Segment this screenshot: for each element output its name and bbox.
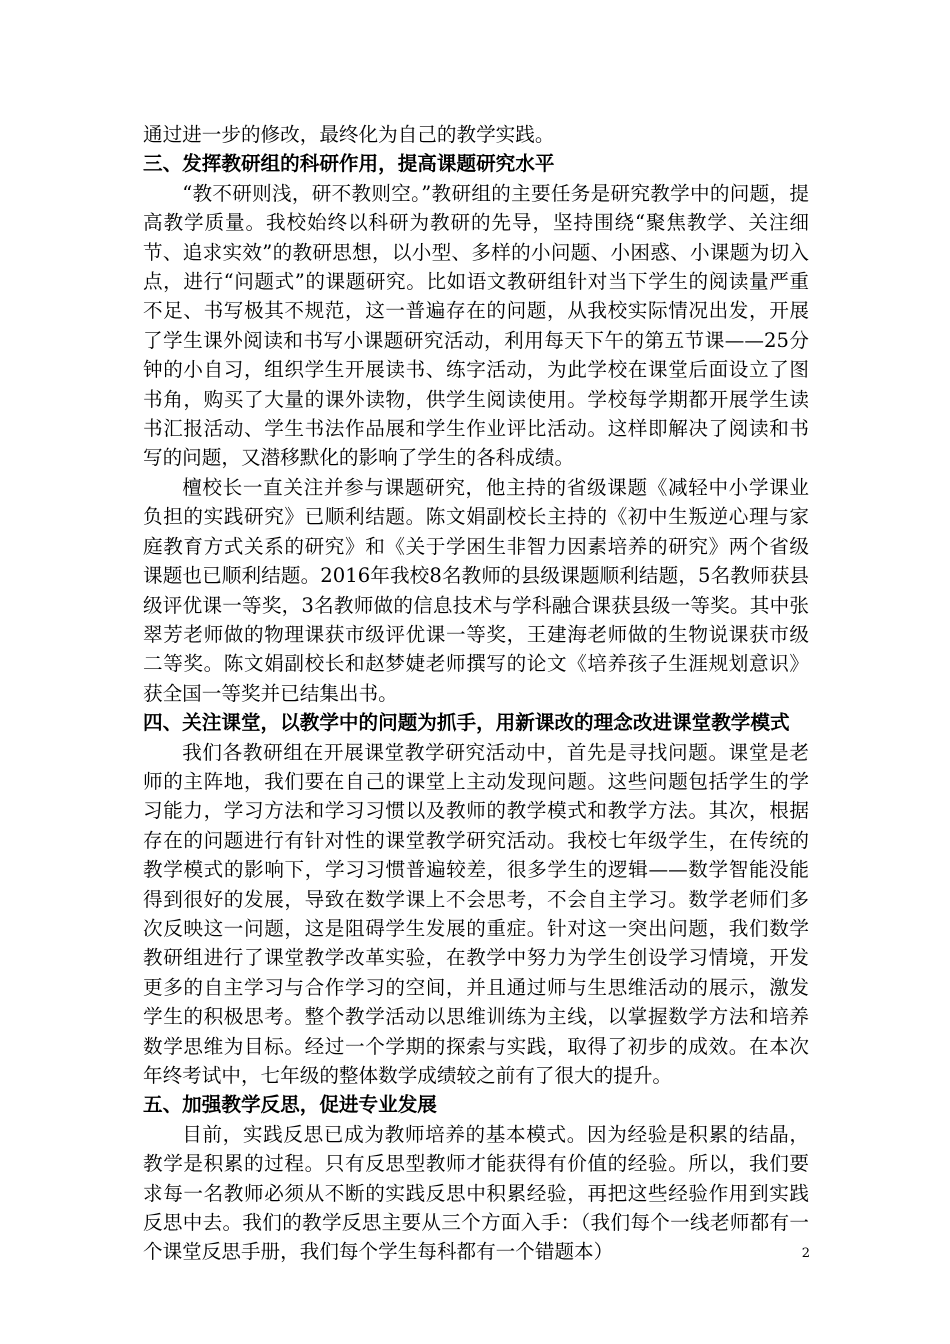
paragraph-continuation: 通过进一步的修改，最终化为自己的教学实践。 — [143, 123, 555, 146]
paragraph-teaching-reflection: 目前，实践反思已成为教师培养的基本模式。因为经验是积累的结晶，教学是积累的过程。只有反思型教师才能获得有价值的经验。所以，我们要求每一名教师必须从不断的实践反思中积累经验，再把这些经验作用到实践反思中去。我们的教学反思主要从三个方面入手：（我们每个一线老师都有一个课堂反思手册，我们每个学生每科都有一个错题本） — [143, 1122, 809, 1264]
paragraph-research-role: “教不研则浅，研不教则空。”教研组的主要任务是研究教学中的问题，提高教学质量。我校始终以科研为教研的先导，坚持围绕“聚焦教学、关注细节、追求实效”的教研思想，以小型、多样的小问题、小困惑、小课题为切入点，进行“问题式”的课题研究。比如语文教研组针对当下学生的阅读量严重不足、书写极其不规范，这一普遍存在的问题，从我校实际情况出发，开展了学生课外阅读和书写小课题研究活动，利用每天下午的第五节课——25分钟的小自习，组织学生开展读书、练字活动，为此学校在课堂后面设立了图书角，购买了大量的课外读物，供学生阅读使用。学校每学期都开展学生读书汇报活动、学生书法作品展和学生作业评比活动。这样即解决了阅读和书写的问题，又潜移默化的影响了学生的各科成绩。 — [143, 181, 809, 470]
section-heading-5: 五、加强教学反思，促进专业发展 — [143, 1093, 437, 1117]
page-number: 2 — [801, 1246, 810, 1261]
paragraph-principal-research: 檀校长一直关注并参与课题研究，他主持的省级课题《减轻中小学课业负担的实践研究》已顺利结题。陈文娟副校长主持的《初中生叛逆心理与家庭教育方式关系的研究》和《关于学困生非智力因素培养的研究》两个省级课题也已顺利结题。2016年我校8名教师的县级课题顺利结题，5名教师获县级评优课一等奖，3名教师做的信息技术与学科融合课获县级一等奖。其中张翠芳老师做的物理课获市级评优课一等奖，王建海老师做的生物说课获市级二等奖。陈文娟副校长和赵梦婕老师撰写的论文《培养孩子生涯规划意识》获全国一等奖并已结集出书。 — [143, 475, 809, 705]
document-body — [143, 120, 809, 1267]
paragraph-classroom-research: 我们各教研组在开展课堂教学研究活动中，首先是寻找问题。课堂是老师的主阵地，我们要在自己的课堂上主动发现问题。这些问题包括学生的学习能力，学习方法和学习习惯以及教师的教学模式和教学方法。其次，根据存在的问题进行有针对性的课堂教学研究活动。我校七年级学生，在传统的教学模式的影响下，学习习惯普遍较差，很多学生的逻辑——数学智能没能得到很好的发展，导致在数学课上不会思考，不会自主学习。数学老师们多次反映这一问题，这是阻碍学生发展的重症。针对这一突出问题，我们数学教研组进行了课堂教学改革实验，在教学中努力为学生创设学习情境，开发更多的自主学习与合作学习的空间，并且通过师与生思维活动的展示，激发学生的积极思考。整个教学活动以思维训练为主线，以掌握数学方法和培养数学思维为目标。经过一个学期的探索与实践，取得了初步的成效。在本次年终考试中，七年级的整体数学成绩较之前有了很大的提升。 — [143, 740, 809, 1087]
section-heading-4: 四、关注课堂，以教学中的问题为抓手，用新课改的理念改进课堂教学模式 — [143, 711, 790, 735]
section-heading-3: 三、发挥教研组的科研作用，提高课题研究水平 — [143, 152, 555, 176]
